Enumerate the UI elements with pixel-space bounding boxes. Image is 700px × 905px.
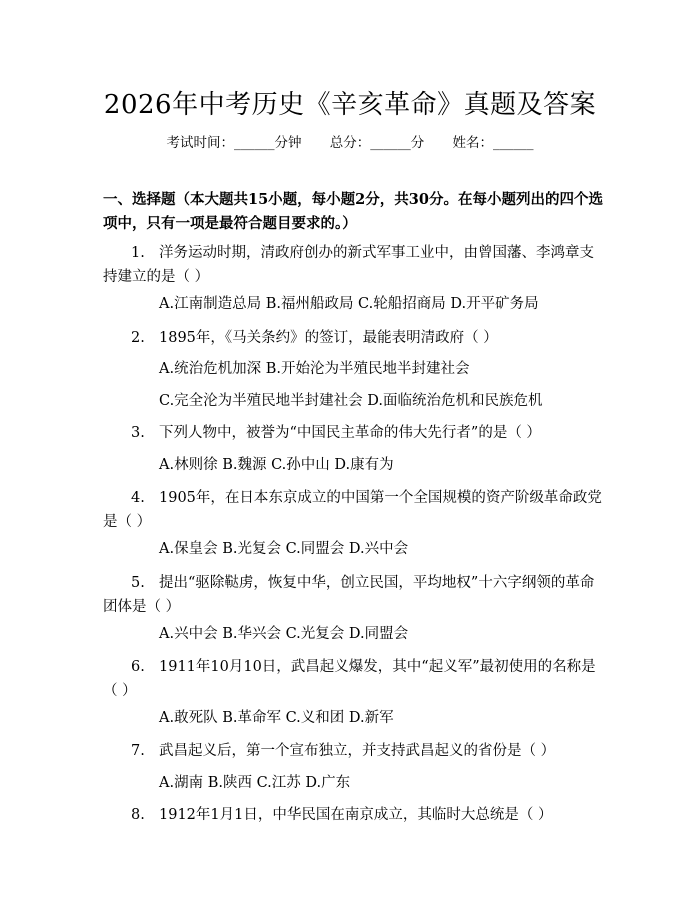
question-number: 1. <box>131 245 145 261</box>
question-6 <box>103 655 603 703</box>
question-3 <box>103 421 603 445</box>
question-text: 提出“驱除鞑虏，恢复中华，创立民国，平均地权”十六字纲领的革命团体是（ ） <box>103 575 595 615</box>
question-text: 1895年，《马关条约》的签订，最能表明清政府（ ） <box>159 330 498 346</box>
question-text: 洋务运动时期，清政府创办的新式军事工业中，由曾国藩、李鸿章支持建立的是（ ） <box>103 245 594 285</box>
question-number: 7. <box>131 743 145 759</box>
question-1-options: A.江南制造总局 B.福州船政局 C.轮船招商局 D.开平矿务局 <box>159 296 539 312</box>
question-2-options-line-2: C.完全沦为半殖民地半封建社会 D.面临统治危机和民族危机 <box>159 393 543 409</box>
question-number: 4. <box>131 490 145 506</box>
question-3-options: A.林则徐 B.魏源 C.孙中山 D.康有为 <box>159 457 394 473</box>
question-4-options: A.保皇会 B.光复会 C.同盟会 D.兴中会 <box>159 541 409 557</box>
name-field: 姓名：______ <box>452 135 534 151</box>
question-6-options: A.敢死队 B.革命军 C.义和团 D.新军 <box>159 710 394 726</box>
exam-time-field: 考试时间：______分钟 <box>166 135 302 151</box>
page-title: 2026年中考历史《辛亥革命》真题及答案 <box>103 90 597 120</box>
question-5 <box>103 571 603 619</box>
question-text: 下列人物中，被誉为“中国民主革命的伟大先行者”的是（ ） <box>159 425 541 441</box>
question-8 <box>103 803 603 827</box>
question-number: 6. <box>131 659 145 675</box>
question-2-options-line-1: A.统治危机加深 B.开始沦为半殖民地半封建社会 <box>159 361 470 377</box>
question-7 <box>103 739 603 763</box>
question-text: 1911年10月10日，武昌起义爆发，其中“起义军”最初使用的名称是（ ） <box>103 659 596 699</box>
question-4 <box>103 486 603 534</box>
question-1 <box>103 241 603 289</box>
question-2 <box>103 326 603 350</box>
question-5-options: A.兴中会 B.华兴会 C.光复会 D.同盟会 <box>159 626 409 642</box>
total-score-field: 总分：______分 <box>329 135 425 151</box>
question-text: 1905年，在日本东京成立的中国第一个全国规模的资产阶级革命政党是（ ） <box>103 490 602 530</box>
question-text: 1912年1月1日，中华民国在南京成立，其临时大总统是（ ） <box>159 807 553 823</box>
question-7-options: A.湖南 B.陕西 C.江苏 D.广东 <box>159 775 351 791</box>
question-number: 5. <box>131 575 145 591</box>
question-number: 2. <box>131 330 145 346</box>
question-number: 8. <box>131 807 145 823</box>
exam-info-line <box>0 131 700 151</box>
section-heading: 一、选择题（本大题共15小题，每小题2分，共30分。在每小题列出的四个选项中，只有一项是最符合题目要求的。） <box>103 191 603 232</box>
question-text: 武昌起义后，第一个宣布独立，并支持武昌起义的省份是（ ） <box>159 743 556 759</box>
question-number: 3. <box>131 425 145 441</box>
